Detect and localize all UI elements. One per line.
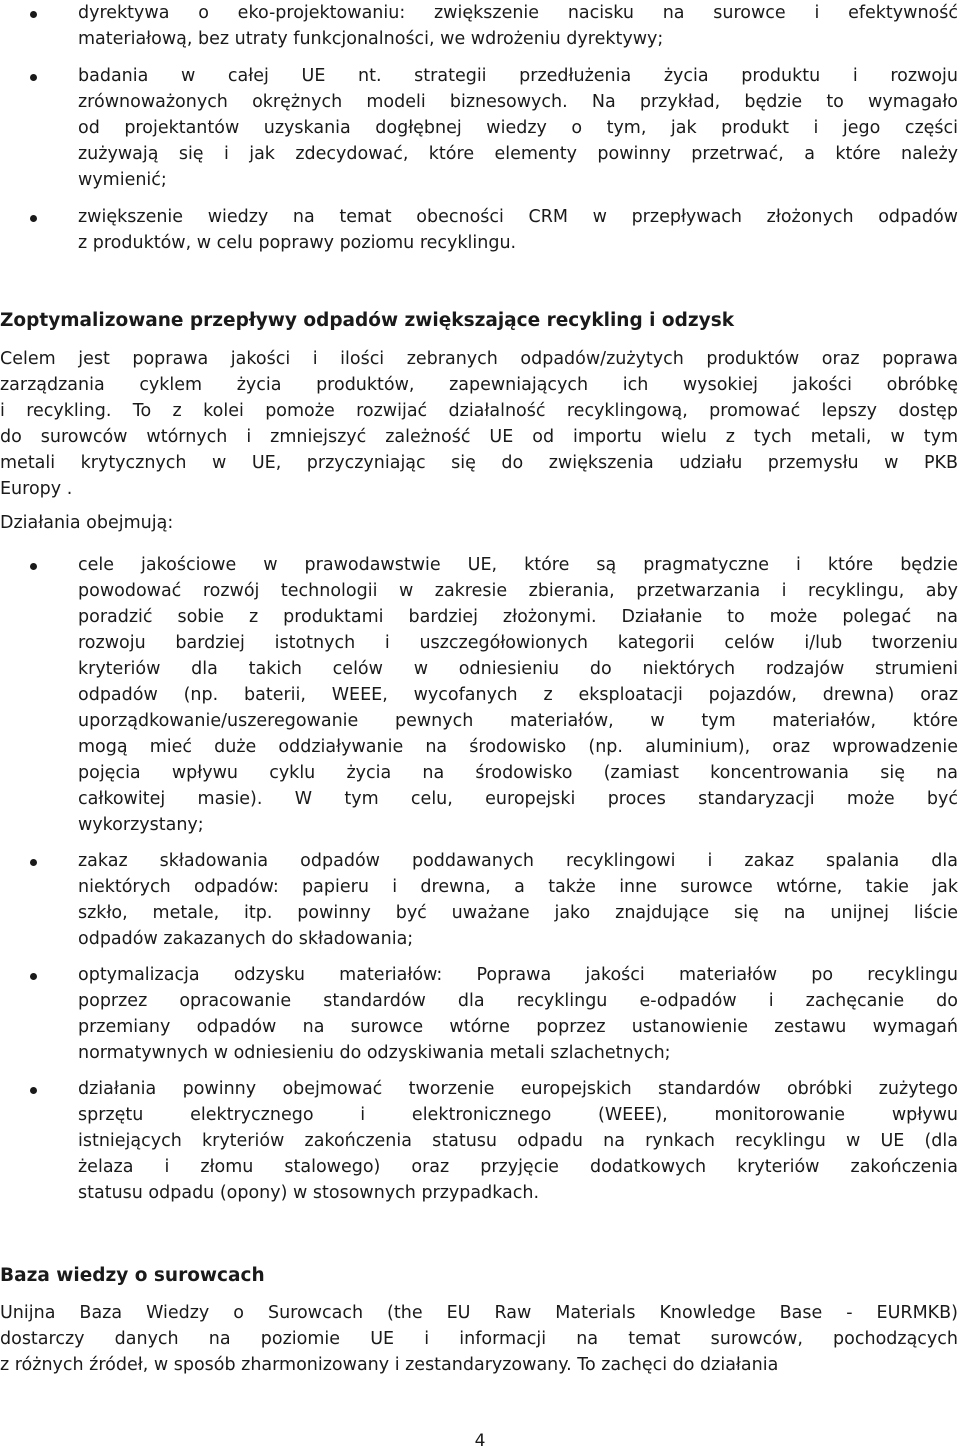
- list-item: [0, 848, 960, 952]
- text-line: niektórych odpadów: papieru i drewna, a także inne surowce wtórne, takie jak: [78, 877, 958, 897]
- text-line: pojęcia wpływu cyklu życia na środowisko (zamiast koncentrowania się na: [78, 763, 958, 783]
- text-line: odpadów zakazanych do składowania;: [78, 929, 414, 949]
- text-line: statusu odpadu (opony) w stosownych przypadkach.: [78, 1183, 540, 1203]
- list-item-text: [78, 1076, 960, 1206]
- list-item-text: [78, 552, 960, 838]
- actions-label: Działania obejmują:: [0, 513, 174, 533]
- text-line: działania powinny obejmować tworzenie europejskich standardów obróbki zużytego: [78, 1079, 958, 1099]
- list-item-text: [78, 848, 960, 952]
- text-line: poradzić sobie z produktami bardziej złożonymi. Działanie to może polegać na: [78, 607, 958, 627]
- text-line: cele jakościowe w prawodawstwie UE, które są pragmatyczne i które będzie: [78, 555, 958, 575]
- text-line: Celem jest poprawa jakości i ilości zebranych odpadów/zużytych produktów oraz poprawa: [0, 349, 958, 369]
- text-line: normatywnych w odniesieniu do odzyskiwania metali szlachetnych;: [78, 1043, 671, 1063]
- list-item: [0, 0, 960, 52]
- section-heading-knowledge-base: Baza wiedzy o surowcach: [0, 1265, 265, 1286]
- list-item: [0, 1076, 960, 1206]
- text-line: żelaza i złomu stalowego) oraz przyjęcie dodatkowych kryteriów zakończenia: [78, 1157, 958, 1177]
- text-line: z produktów, w celu poprawy poziomu recyklingu.: [78, 233, 517, 253]
- bullet-dot-icon: [30, 973, 37, 980]
- top-bullet-list: [0, 0, 960, 256]
- text-line: sprzętu elektrycznego i elektronicznego (WEEE), monitorowanie wpływu: [78, 1105, 958, 1125]
- text-line: i recykling. To z kolei pomoże rozwijać działalność recyklingową, promować lepszy dostęp: [0, 401, 958, 421]
- list-item: [0, 962, 960, 1066]
- list-item: [0, 552, 960, 838]
- text-line: dostarczy danych na poziomie UE i informacji na temat surowców, pochodzących: [0, 1329, 958, 1349]
- list-item-text: [78, 0, 960, 52]
- text-line: powodować rozwój technologii w zakresie zbierania, przetwarzania i recyklingu, aby: [78, 581, 958, 601]
- text-line: mogą mieć duże oddziaływanie na środowisko (np. aluminium), oraz wprowadzenie: [78, 737, 958, 757]
- section-heading-waste-flows: Zoptymalizowane przepływy odpadów zwiększające recykling i odzysk: [0, 310, 735, 331]
- text-line: zużywają się i jak zdecydować, które elementy powinny przetrwać, a które należy: [78, 144, 958, 164]
- list-item-text: [78, 63, 960, 193]
- text-line: szkło, metale, itp. powinny być uważane jako znajdujące się na unijnej liście: [78, 903, 958, 923]
- text-line: optymalizacja odzysku materiałów: Poprawa jakości materiałów po recyklingu: [78, 965, 958, 985]
- text-line: odpadów (np. baterii, WEEE, wycofanych z eksploatacji pojazdów, drewna) oraz: [78, 685, 958, 705]
- list-item: [0, 63, 960, 193]
- bullet-dot-icon: [30, 859, 37, 866]
- actions-bullet-list: [0, 552, 960, 1206]
- list-item-text: [78, 962, 960, 1066]
- text-line: zrównoważonych okrężnych modeli biznesowych. Na przykład, będzie to wymagało: [78, 92, 958, 112]
- text-line: kryteriów dla takich celów w odniesieniu do niektórych rodzajów strumieni: [78, 659, 958, 679]
- text-line: zarządzania cyklem życia produktów, zapewniających ich wysokiej jakości obróbkę: [0, 375, 958, 395]
- list-item: [0, 204, 960, 256]
- bullet-dot-icon: [30, 215, 37, 222]
- text-line: metali krytycznych w UE, przyczyniając się do zwiększenia udziału przemysłu w PKB: [0, 453, 958, 473]
- text-line: wykorzystany;: [78, 815, 204, 835]
- bullet-dot-icon: [30, 11, 37, 18]
- text-line: z różnych źródeł, w sposób zharmonizowany i zestandaryzowany. To zachęci do działania: [0, 1355, 779, 1375]
- text-line: dyrektywa o eko-projektowaniu: zwiększenie nacisku na surowce i efektywność: [78, 3, 958, 23]
- text-line: uporządkowanie/uszeregowanie pewnych materiałów, w tym materiałów, które: [78, 711, 958, 731]
- text-line: Unijna Baza Wiedzy o Surowcach (the EU Raw Materials Knowledge Base - EURMKB): [0, 1303, 958, 1323]
- text-line: poprzez opracowanie standardów dla recyklingu e-odpadów i zachęcanie do: [78, 991, 958, 1011]
- bullet-dot-icon: [30, 74, 37, 81]
- text-line: wymienić;: [78, 170, 167, 190]
- text-line: istniejących kryteriów zakończenia statusu odpadu na rynkach recyklingu w UE (dla: [78, 1131, 958, 1151]
- text-line: od projektantów uzyskania dogłębnej wiedzy o tym, jak produkt i jego części: [78, 118, 958, 138]
- text-line: do surowców wtórnych i zmniejszyć zależność UE od importu wielu z tych metali, w tym: [0, 427, 958, 447]
- text-line: zakaz składowania odpadów poddawanych recyklingowi i zakaz spalania dla: [78, 851, 958, 871]
- text-line: rozwoju bardziej istotnych i uszczegółowionych kategorii celów i/lub tworzeniu: [78, 633, 958, 653]
- text-line: materiałową, bez utraty funkcjonalności, we wdrożeniu dyrektywy;: [78, 29, 664, 49]
- text-line: Europy .: [0, 479, 73, 499]
- text-line: całkowitej masie). W tym celu, europejski proces standaryzacji może być: [78, 789, 958, 809]
- list-item-text: [78, 204, 960, 256]
- text-line: zwiększenie wiedzy na temat obecności CRM w przepływach złożonych odpadów: [78, 207, 958, 227]
- page-number: 4: [474, 1431, 486, 1451]
- bullet-dot-icon: [30, 563, 37, 570]
- bullet-dot-icon: [30, 1087, 37, 1094]
- text-line: badania w całej UE nt. strategii przedłużenia życia produktu i rozwoju: [78, 66, 958, 86]
- section-paragraph-waste-flows: [0, 346, 958, 502]
- section-paragraph-knowledge-base: [0, 1300, 958, 1378]
- text-line: przemiany odpadów na surowce wtórne poprzez ustanowienie zestawu wymagań: [78, 1017, 958, 1037]
